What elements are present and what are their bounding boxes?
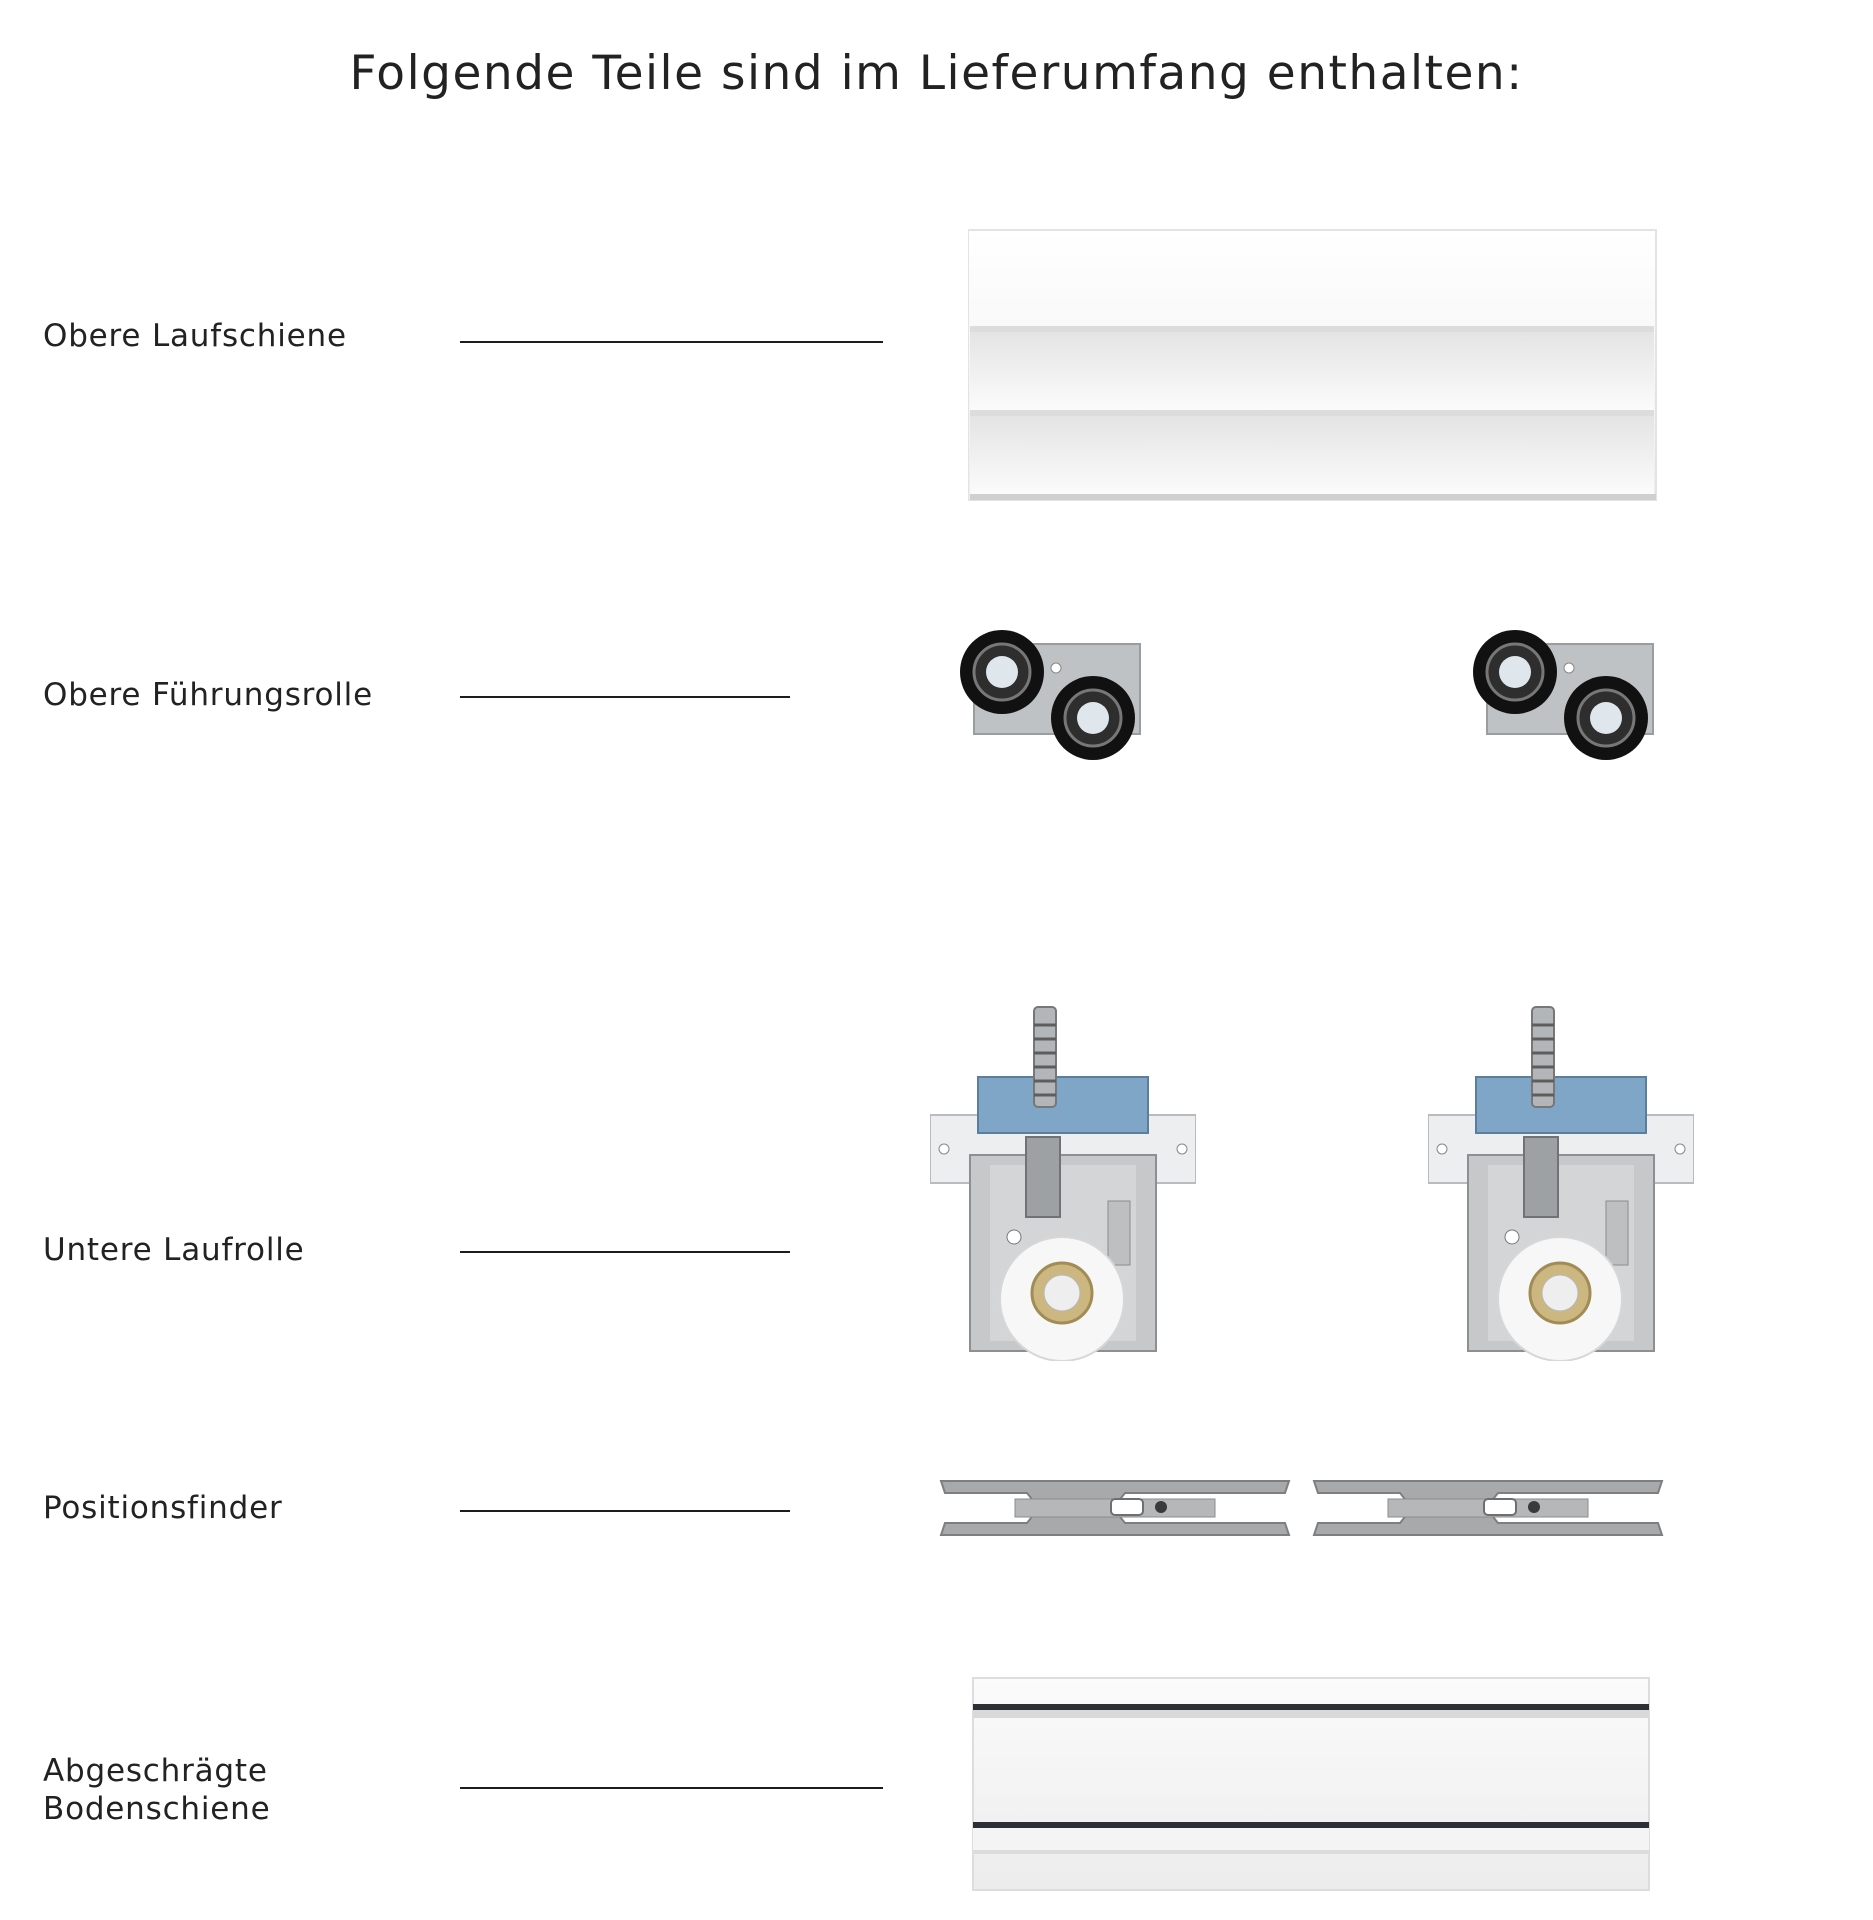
leader-line — [460, 1787, 883, 1789]
leader-line — [460, 341, 883, 343]
part-label-top-guide-roller: Obere Führungsrolle — [43, 677, 373, 713]
part-label-bottom-roller: Untere Laufrolle — [43, 1232, 305, 1268]
bottom-roller-image — [1428, 1005, 1694, 1361]
part-label-line: Bodenschiene — [43, 1791, 271, 1827]
part-label-top-rail: Obere Laufschiene — [43, 318, 347, 354]
part-label-line: Abgeschrägte — [43, 1753, 268, 1789]
part-label-bevelled-floor-rail — [43, 1752, 270, 1828]
top-guide-roller-image — [960, 630, 1152, 760]
position-finder-image — [935, 1475, 1295, 1541]
leader-line — [460, 1251, 790, 1253]
leader-line — [460, 1510, 790, 1512]
page-title: Folgende Teile sind im Lieferumfang enthalten: — [349, 46, 1524, 101]
position-finder-image — [1308, 1475, 1668, 1541]
top-rail-image — [968, 228, 1660, 504]
leader-line — [460, 696, 790, 698]
bottom-roller-image — [930, 1005, 1196, 1361]
top-guide-roller-image — [1473, 630, 1665, 760]
part-label-position-finder: Positionsfinder — [43, 1490, 283, 1526]
bevelled-floor-rail-image — [971, 1676, 1653, 1894]
